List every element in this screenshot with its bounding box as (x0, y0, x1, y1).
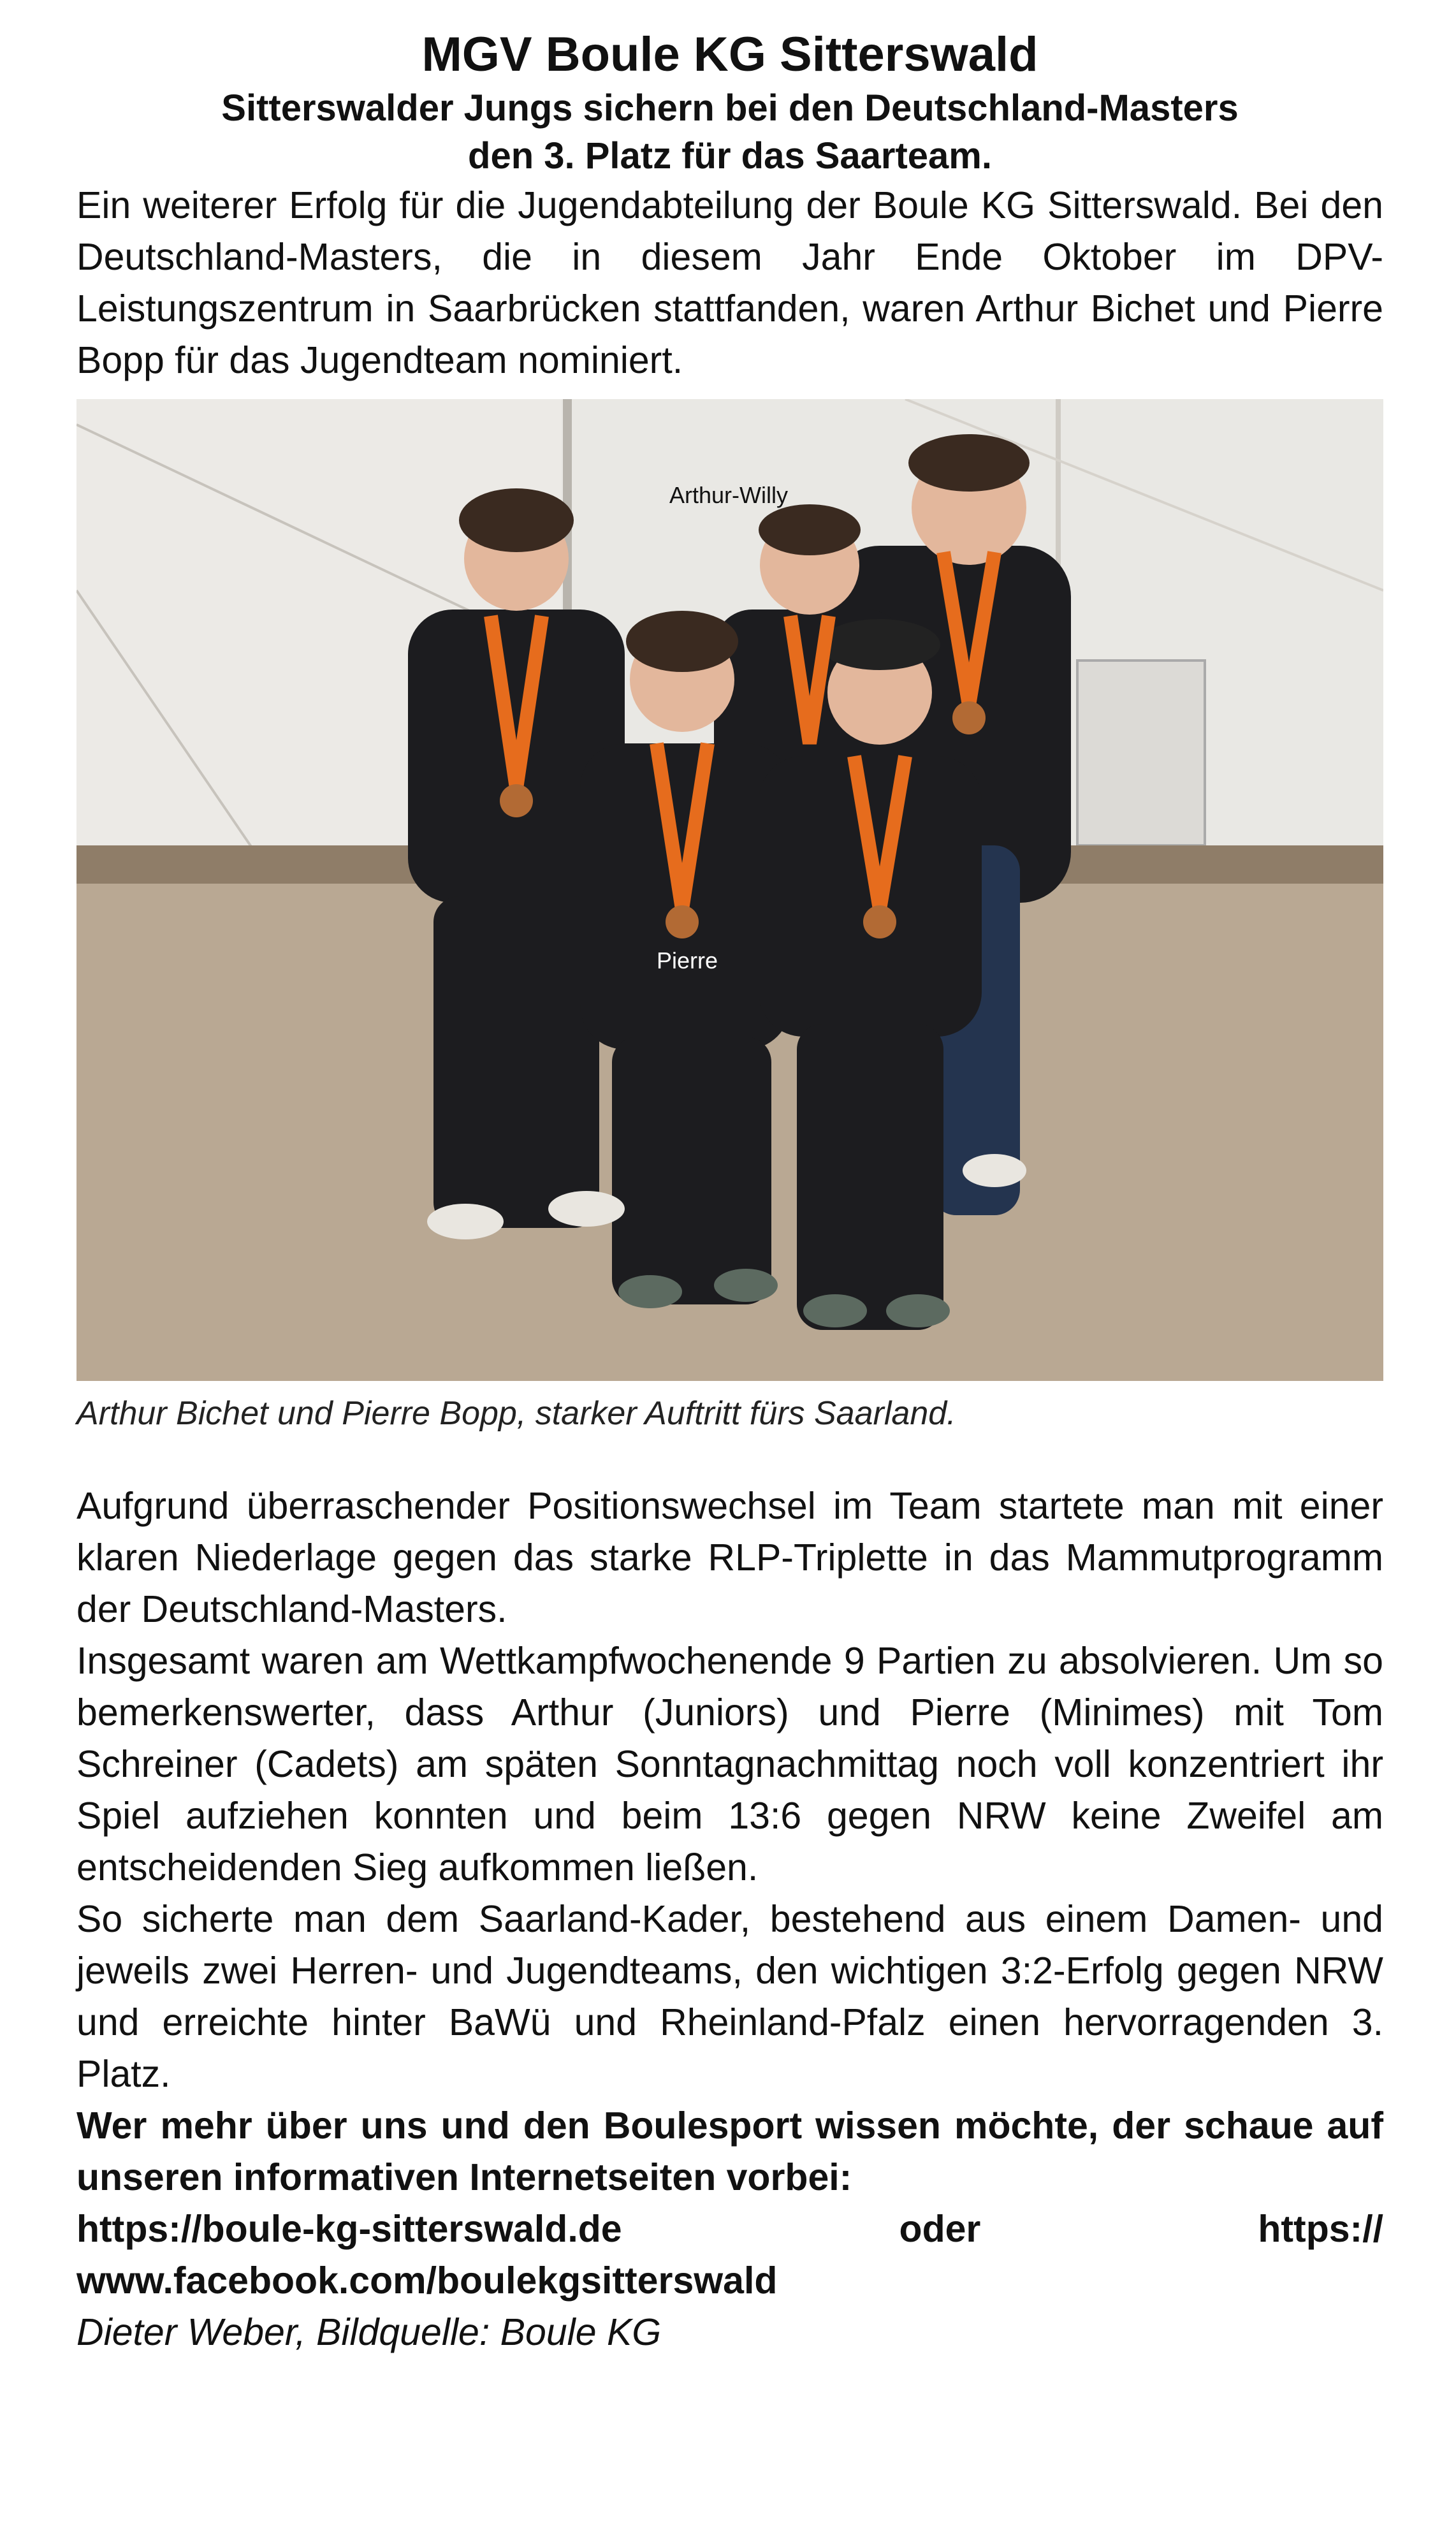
body-paragraph-2: Insgesamt waren am Wettkampfwochenende 9 Partien zu absolvieren. Um so bemerkenswerter, dass Arthur (Juniors) und Pierre (Minimes) mit Tom Schreiner (Cadets) am späten Sonntagnachmittag noch voll konzentriert ihr Spiel aufziehen konnten und beim 13:6 gegen NRW keine Zweifel am entscheidenden Sieg aufkommen ließen. (76, 1640, 1383, 1888)
facebook-link-start[interactable]: https:// (1258, 2208, 1383, 2250)
photo-label-arthur-willy: Arthur-Willy (669, 482, 788, 508)
article-subtitle-line-1: Sitterswalder Jungs sichern bei den Deutschland-Masters (221, 87, 1239, 129)
photo-caption: Arthur Bichet und Pierre Bopp, starker Auftritt fürs Saarland. (76, 1395, 956, 1432)
intro-paragraph: Ein weiterer Erfolg für die Jugendabteilung der Boule KG Sitterswald. Bei den Deutschland-Masters, die in diesem Jahr Ende Oktober im DPV-Leistungszentrum in Saarbrücken stattfanden, waren Arthur Bichet und Pierre Bopp für das Jugendteam nominiert. (76, 184, 1383, 381)
author-name: Dieter Weber (76, 2311, 296, 2353)
link-connector: oder (899, 2208, 981, 2250)
team-photo (76, 399, 1383, 1381)
website-link[interactable]: https://boule-kg-sitterswald.de (76, 2208, 622, 2250)
image-source: , Bildquelle: Boule KG (295, 2311, 662, 2353)
article-subtitle-line-2: den 3. Platz für das Saarteam. (468, 135, 992, 177)
photo-label-pierre: Pierre (657, 947, 718, 974)
body-paragraph-3: So sicherte man dem Saarland-Kader, bestehend aus einem Damen- und jeweils zwei Herren- und Jugendteams, den wichtigen 3:2-Erfolg gegen NRW und erreichte hinter BaWü und Rheinland-Pfalz einen hervorragenden 3. Platz. (76, 1898, 1383, 2095)
article (76, 26, 1383, 2358)
team-photo-illustration (76, 399, 1383, 1381)
author-credit (76, 2307, 1383, 2358)
cta-links-line (76, 2203, 1383, 2255)
facebook-link-end[interactable]: www.facebook.com/boulekgsitterswald (76, 2260, 778, 2302)
article-title: MGV Boule KG Sitterswald (421, 27, 1038, 82)
cta-text: Wer mehr über uns und den Boulesport wissen möchte, der schaue auf unseren informativen Internetseiten vorbei: (76, 2105, 1383, 2198)
body-paragraph-1: Aufgrund überraschender Positionswechsel im Team startete man mit einer klaren Niederlage gegen das starke RLP-Triplette in das Mammutprogramm der Deutschland-Masters. (76, 1485, 1383, 1630)
